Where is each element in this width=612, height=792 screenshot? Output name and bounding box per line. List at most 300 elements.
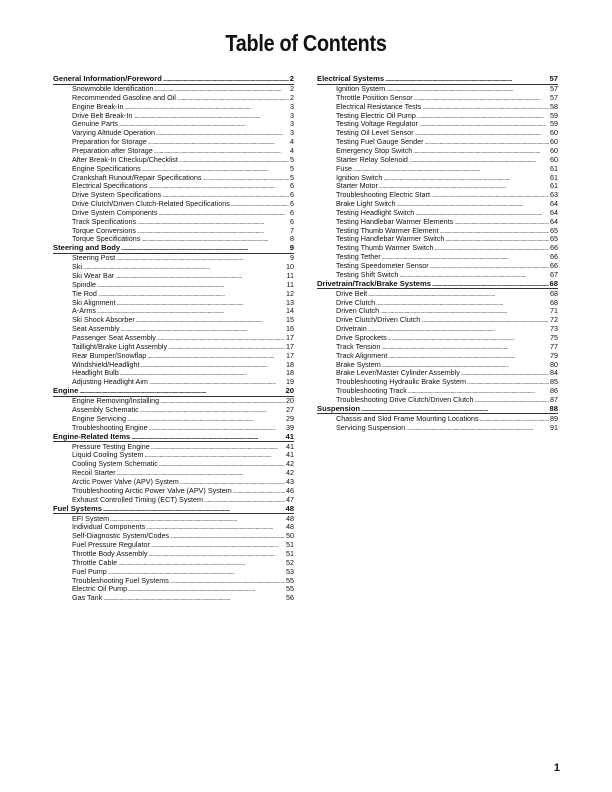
toc-entry-page: 57 [550, 85, 558, 94]
dot-leader [361, 405, 549, 415]
toc-entry[interactable] [53, 469, 294, 478]
toc-heading-label: Engine [53, 387, 79, 396]
toc-entry-label: Assembly Schematic [72, 405, 139, 414]
toc-heading-page: 2 [289, 75, 294, 83]
dot-leader [179, 156, 289, 165]
toc-entry[interactable] [317, 235, 558, 244]
toc-entry-page: 73 [550, 325, 558, 334]
toc-entry[interactable] [53, 112, 294, 121]
toc-entry-page: 50 [286, 532, 294, 541]
toc-entry-label: Torque Conversions [72, 226, 136, 235]
toc-entry-page: 57 [550, 93, 558, 102]
toc-entry[interactable] [53, 307, 294, 316]
toc-entry[interactable] [317, 147, 558, 156]
toc-entry[interactable] [53, 254, 294, 263]
toc-entry[interactable] [317, 165, 558, 174]
toc-entry[interactable] [53, 559, 294, 568]
toc-entry-page: 6 [290, 217, 294, 226]
dot-leader [406, 424, 549, 433]
toc-entry[interactable] [317, 415, 558, 424]
dot-leader [108, 568, 285, 577]
toc-entry-label: Electrical Specifications [72, 182, 148, 191]
toc-entry[interactable] [317, 191, 558, 200]
dot-leader [170, 532, 285, 541]
toc-entry[interactable] [53, 496, 294, 505]
toc-section-heading[interactable] [317, 405, 558, 415]
toc-entry-page: 86 [550, 387, 558, 396]
dot-leader [154, 147, 289, 156]
dot-leader [421, 316, 549, 325]
toc-entry[interactable] [53, 585, 294, 594]
toc-entry-page: 3 [290, 102, 294, 111]
toc-entry-page: 48 [286, 523, 294, 532]
dot-leader [119, 120, 289, 129]
dot-leader [422, 103, 549, 112]
dot-leader [425, 138, 549, 147]
dot-leader [381, 343, 549, 352]
dot-leader [380, 307, 549, 316]
toc-entry-page: 10 [286, 263, 294, 272]
toc-entry[interactable] [53, 120, 294, 129]
toc-entry-label: Track Tension [336, 342, 381, 351]
toc-entry[interactable] [317, 138, 558, 147]
dot-leader [445, 235, 549, 244]
toc-entry-label: Engine Removing/Installing [72, 397, 160, 406]
toc-entry-label: Testing Headlight Switch [336, 208, 415, 217]
toc-entry-label: Drive Sprockets [336, 333, 387, 342]
dot-leader [133, 112, 289, 121]
toc-entry-page: 11 [286, 280, 294, 289]
dot-leader [233, 487, 285, 496]
toc-entry-label: Ski Alignment [72, 298, 116, 307]
toc-heading-label: Drivetrain/Track/Brake Systems [317, 279, 431, 288]
dot-leader [117, 469, 285, 478]
toc-entry-page: 42 [286, 469, 294, 478]
dot-leader [136, 316, 285, 325]
dot-leader [160, 397, 285, 406]
toc-entry-label: Fuse [336, 164, 352, 173]
dot-leader [379, 182, 549, 191]
toc-entry-page: 55 [286, 585, 294, 594]
dot-leader [117, 299, 285, 308]
toc-entry[interactable] [53, 290, 294, 299]
toc-entry-label: Testing Speedometer Sensor [336, 261, 429, 270]
toc-entry-label: Brake Light Switch [336, 200, 396, 209]
toc-entry-label: Testing Tether [336, 253, 381, 262]
toc-section-heading[interactable] [53, 433, 294, 443]
toc-entry[interactable] [53, 361, 294, 370]
toc-entry-page: 52 [286, 558, 294, 567]
toc-entry[interactable] [317, 156, 558, 165]
toc-entry-label: Troubleshooting Engine [72, 423, 148, 432]
toc-entry-page: 3 [290, 111, 294, 120]
toc-entry-label: Recommended Gasoline and Oil [72, 93, 176, 102]
toc-entry-label: Starter Relay Solenoid [336, 155, 408, 164]
dot-leader [480, 415, 549, 424]
dot-leader [137, 218, 289, 227]
toc-entry[interactable] [317, 316, 558, 325]
toc-entry[interactable] [317, 290, 558, 299]
toc-heading-page: 41 [285, 432, 294, 441]
toc-entry[interactable] [53, 478, 294, 487]
toc-entry-label: Throttle Body Assembly [72, 549, 148, 558]
toc-entry-label: Genuine Parts [72, 120, 118, 129]
toc-entry-page: 20 [286, 397, 294, 406]
toc-entry-page: 59 [550, 111, 558, 120]
dot-leader [155, 85, 289, 94]
toc-entry[interactable] [53, 568, 294, 577]
toc-entry-page: 16 [286, 325, 294, 334]
toc-entry-page: 29 [286, 414, 294, 423]
toc-entry-label: Ignition Switch [336, 173, 383, 182]
dot-leader [115, 272, 285, 281]
toc-entry[interactable] [317, 200, 558, 209]
dot-leader [149, 550, 286, 559]
toc-entry-label: Troubleshooting Track [336, 387, 407, 396]
dot-leader [103, 505, 285, 515]
toc-section-heading[interactable] [317, 75, 558, 85]
toc-entry-page: 41 [286, 451, 294, 460]
dot-leader [434, 244, 549, 253]
toc-entry[interactable] [317, 369, 558, 378]
toc-entry-label: Arctic Power Valve (APV) System [72, 477, 179, 486]
toc-entry[interactable] [317, 103, 558, 112]
toc-entry-label: Adjusting Headlight Aim [72, 378, 148, 387]
dot-leader [97, 307, 285, 316]
toc-entry[interactable] [317, 307, 558, 316]
toc-entry-label: Ski Shock Absorber [72, 316, 135, 325]
toc-entry[interactable] [53, 451, 294, 460]
toc-entry[interactable] [53, 577, 294, 586]
toc-entry[interactable] [53, 263, 294, 272]
toc-entry-label: Troubleshooting Fuel Systems [72, 576, 169, 585]
toc-entry-page: 85 [550, 378, 558, 387]
toc-entry[interactable] [53, 147, 294, 156]
toc-entry[interactable] [53, 541, 294, 550]
toc-entry[interactable] [53, 343, 294, 352]
page-title: Table of Contents [225, 30, 387, 56]
toc-entry[interactable] [317, 120, 558, 129]
toc-entry-label: Ignition System [336, 85, 386, 94]
toc-entry[interactable] [317, 227, 558, 236]
dot-leader [397, 200, 549, 209]
dot-leader [386, 85, 549, 94]
toc-entry-label: Drivetrain [336, 325, 367, 334]
toc-entry-page: 80 [550, 360, 558, 369]
toc-entry-page: 60 [550, 147, 558, 155]
dot-leader [388, 352, 549, 361]
dot-leader [127, 415, 285, 424]
toc-entry-page: 87 [550, 395, 558, 404]
toc-entry-page: 19 [286, 378, 294, 387]
toc-entry[interactable] [53, 523, 294, 532]
toc-entry-page: 39 [286, 423, 294, 432]
toc-entry[interactable] [53, 415, 294, 424]
toc-entry[interactable] [53, 165, 294, 174]
toc-entry-label: Self-Diagnostic System/Codes [72, 532, 170, 541]
toc-section-electrical-systems [317, 75, 558, 280]
toc-entry-label: Exhaust Controlled Timing (ECT) System [72, 495, 204, 504]
dot-leader [383, 174, 549, 183]
dot-leader [141, 235, 289, 244]
toc-entry-label: Brake Lever/Master Cylinder Assembly [336, 369, 460, 378]
toc-entry-label: Troubleshooting Hydraulic Brake System [336, 378, 466, 387]
toc-entry-page: 43 [286, 477, 294, 486]
dot-leader [146, 523, 285, 532]
dot-leader [149, 424, 285, 433]
dot-leader [353, 165, 549, 174]
toc-entry-page: 15 [286, 316, 294, 325]
toc-section-fuel-systems [53, 505, 294, 604]
toc-entry-label: Preparation for Storage [72, 138, 147, 147]
toc-entry[interactable] [317, 112, 558, 121]
toc-entry[interactable] [53, 406, 294, 415]
toc-entry[interactable] [53, 129, 294, 138]
toc-heading-label: Electrical Systems [317, 75, 385, 83]
toc-entry[interactable] [53, 138, 294, 147]
toc-entry-page: 6 [290, 191, 294, 200]
dot-leader [148, 138, 289, 147]
toc-entry[interactable] [317, 424, 558, 433]
toc-entry-label: Electric Oil Pump [72, 585, 128, 594]
toc-entry[interactable] [53, 460, 294, 469]
toc-entry-label: Varying Altitude Operation [72, 129, 155, 138]
toc-entry[interactable] [317, 209, 558, 218]
toc-entry[interactable] [53, 397, 294, 406]
toc-entry[interactable] [317, 378, 558, 387]
toc-entry-page: 71 [550, 307, 558, 316]
toc-entry-label: Track Specifications [72, 217, 137, 226]
dot-leader [388, 334, 549, 343]
toc-entry-label: Headlight Bulb [72, 369, 119, 378]
toc-entry[interactable] [53, 316, 294, 325]
dot-leader [382, 253, 549, 262]
dot-leader [170, 577, 285, 586]
toc-entry-label: Windshield/Headlight [72, 360, 140, 369]
toc-entry[interactable] [53, 191, 294, 200]
toc-entry[interactable] [317, 387, 558, 396]
toc-entry-page: 64 [550, 217, 558, 226]
toc-entry-page: 68 [550, 298, 558, 307]
toc-entry-label: Torque Specifications [72, 235, 141, 244]
toc-entry-page: 47 [286, 495, 294, 504]
toc-entry[interactable] [53, 487, 294, 496]
toc-entry-page: 7 [290, 226, 294, 235]
toc-section-heading[interactable] [53, 387, 294, 397]
toc-entry[interactable] [317, 334, 558, 343]
toc-entry-page: 60 [550, 138, 558, 147]
dot-leader [399, 271, 549, 280]
toc-entry[interactable] [317, 253, 558, 262]
dot-leader [162, 191, 289, 200]
toc-entry-label: Fuel Pump [72, 567, 107, 576]
toc-entry-page: 18 [286, 369, 294, 378]
toc-section-drivetrain-track-brake-systems [317, 280, 558, 405]
dot-leader [415, 129, 549, 138]
toc-entry-page: 72 [550, 316, 558, 325]
toc-entry[interactable] [53, 182, 294, 191]
toc-entry-label: Testing Thumb Warmer Switch [336, 244, 434, 253]
toc-entry-page: 42 [286, 460, 294, 469]
dot-leader [157, 334, 285, 343]
toc-entry[interactable] [53, 299, 294, 308]
toc-entry-page: 6 [290, 182, 294, 191]
toc-entry-page: 75 [550, 333, 558, 342]
dot-leader [131, 433, 284, 443]
toc-entry-page: 4 [290, 138, 294, 147]
dot-leader [147, 352, 285, 361]
toc-entry-label: Testing Handlebar Warmer Elements [336, 217, 454, 226]
toc-entry[interactable] [317, 94, 558, 103]
toc-entry-label: Steering Post [72, 254, 116, 263]
toc-entry[interactable] [53, 369, 294, 378]
dot-leader [417, 112, 549, 121]
toc-entry[interactable] [53, 532, 294, 541]
toc-entry-page: 8 [290, 235, 294, 244]
toc-entry[interactable] [53, 515, 294, 524]
toc-entry[interactable] [53, 424, 294, 433]
dot-leader [141, 361, 285, 370]
toc-entry-label: Snowmobile Identification [72, 85, 154, 94]
toc-entry[interactable] [317, 299, 558, 308]
dot-leader [461, 369, 549, 378]
toc-entry[interactable] [317, 182, 558, 191]
dot-leader [168, 343, 285, 352]
toc-entry-page: 14 [286, 307, 294, 316]
dot-leader [177, 94, 289, 103]
toc-entry-page: 77 [550, 342, 558, 351]
toc-entry[interactable] [317, 361, 558, 370]
toc-entry[interactable] [317, 325, 558, 334]
dot-leader [128, 585, 285, 594]
toc-entry[interactable] [317, 129, 558, 138]
toc-heading-page: 88 [549, 404, 558, 413]
toc-section-engine [53, 387, 294, 432]
toc-entry-label: Ski [72, 263, 82, 272]
toc-entry[interactable] [53, 352, 294, 361]
dot-leader [467, 378, 549, 387]
toc-entry-label: Troubleshooting Drive Clutch/Driven Clutch [336, 395, 474, 404]
toc-section-heading[interactable] [53, 505, 294, 515]
toc-entry[interactable] [317, 343, 558, 352]
dot-leader [79, 387, 284, 397]
toc-entry-page: 64 [550, 200, 558, 209]
toc-entry[interactable] [53, 94, 294, 103]
toc-entry-page: 12 [286, 289, 294, 298]
dot-leader [163, 75, 289, 85]
toc-entry-label: Drive System Specifications [72, 191, 162, 200]
toc-entry-label: Chassis and Skid Frame Mounting Locations [336, 414, 479, 423]
toc-entry[interactable] [317, 218, 558, 227]
toc-entry-label: After Break-In Checkup/Checklist [72, 155, 178, 164]
dot-leader [368, 290, 549, 299]
toc-entry[interactable] [53, 174, 294, 183]
toc-entry-label: Electrical Resistance Tests [336, 102, 422, 111]
toc-entry-page: 68 [550, 289, 558, 298]
toc-entry[interactable] [317, 244, 558, 253]
toc-entry[interactable] [53, 325, 294, 334]
toc-entry-page: 41 [286, 442, 294, 451]
toc-entry-page: 2 [290, 85, 294, 94]
toc-entry-page: 4 [290, 147, 294, 155]
dot-leader [382, 361, 549, 370]
toc-entry-page: 46 [286, 486, 294, 495]
toc-entry[interactable] [53, 209, 294, 218]
dot-leader [110, 515, 285, 524]
toc-entry-page: 65 [550, 235, 558, 244]
toc-entry-label: Testing Oil Level Sensor [336, 129, 414, 138]
toc-entry-label: EFI System [72, 514, 110, 523]
toc-entry-page: 65 [550, 226, 558, 235]
toc-entry-label: Testing Electric Oil Pump [336, 111, 416, 120]
toc-entry-page: 51 [286, 549, 294, 558]
toc-entry[interactable] [53, 272, 294, 281]
toc-entry-page: 51 [286, 541, 294, 550]
dot-leader [454, 218, 549, 227]
dot-leader [413, 147, 549, 156]
dot-leader [368, 325, 549, 334]
dot-leader [202, 174, 289, 183]
toc-entry-page: 66 [550, 253, 558, 262]
toc-entry[interactable] [317, 262, 558, 271]
toc-column-left [53, 75, 294, 603]
toc-entry-page: 91 [550, 423, 558, 432]
toc-entry-label: Crankshaft Runout/Repair Specifications [72, 173, 202, 182]
toc-entry-label: Engine Servicing [72, 414, 126, 423]
dot-leader [409, 156, 549, 165]
toc-section-heading[interactable] [317, 280, 558, 290]
toc-entry[interactable] [53, 156, 294, 165]
toc-entry-page: 13 [286, 298, 294, 307]
toc-entry[interactable] [53, 378, 294, 387]
toc-entry-label: Fuel Pressure Regulator [72, 541, 150, 550]
dot-leader [419, 120, 549, 129]
toc-entry-label: Troubleshooting Arctic Power Valve (APV) System [72, 486, 232, 495]
toc-section-general-information-foreword [53, 75, 294, 244]
toc-entry[interactable] [317, 174, 558, 183]
toc-entry[interactable] [317, 85, 558, 94]
toc-entry[interactable] [53, 281, 294, 290]
toc-entry[interactable] [53, 235, 294, 244]
toc-entry[interactable] [317, 352, 558, 361]
toc-entry[interactable] [53, 443, 294, 452]
toc-entry[interactable] [53, 85, 294, 94]
toc-entry-page: 53 [286, 567, 294, 576]
toc-entry[interactable] [53, 334, 294, 343]
toc-entry[interactable] [317, 396, 558, 405]
toc-entry[interactable] [317, 271, 558, 280]
toc-section-heading[interactable] [53, 75, 294, 85]
toc-entry[interactable] [53, 594, 294, 603]
dot-leader [159, 460, 285, 469]
toc-entry[interactable] [53, 103, 294, 112]
dot-leader [103, 594, 285, 603]
toc-heading-label: Engine-Related Items [53, 432, 131, 441]
toc-entry-label: Drive Clutch [336, 298, 376, 307]
dot-leader [231, 200, 289, 209]
dot-leader [120, 369, 285, 378]
toc-entry[interactable] [53, 550, 294, 559]
toc-entry-label: Seat Assembly [72, 325, 120, 334]
toc-entry[interactable] [53, 227, 294, 236]
toc-section-heading[interactable] [53, 244, 294, 254]
toc-entry[interactable] [53, 200, 294, 209]
toc-entry-label: Drive Clutch/Driven Clutch-Related Specifications [72, 200, 230, 209]
dot-leader [431, 191, 549, 200]
toc-heading-page: 9 [289, 244, 294, 253]
toc-heading-label: Steering and Body [53, 244, 121, 253]
toc-entry[interactable] [53, 218, 294, 227]
